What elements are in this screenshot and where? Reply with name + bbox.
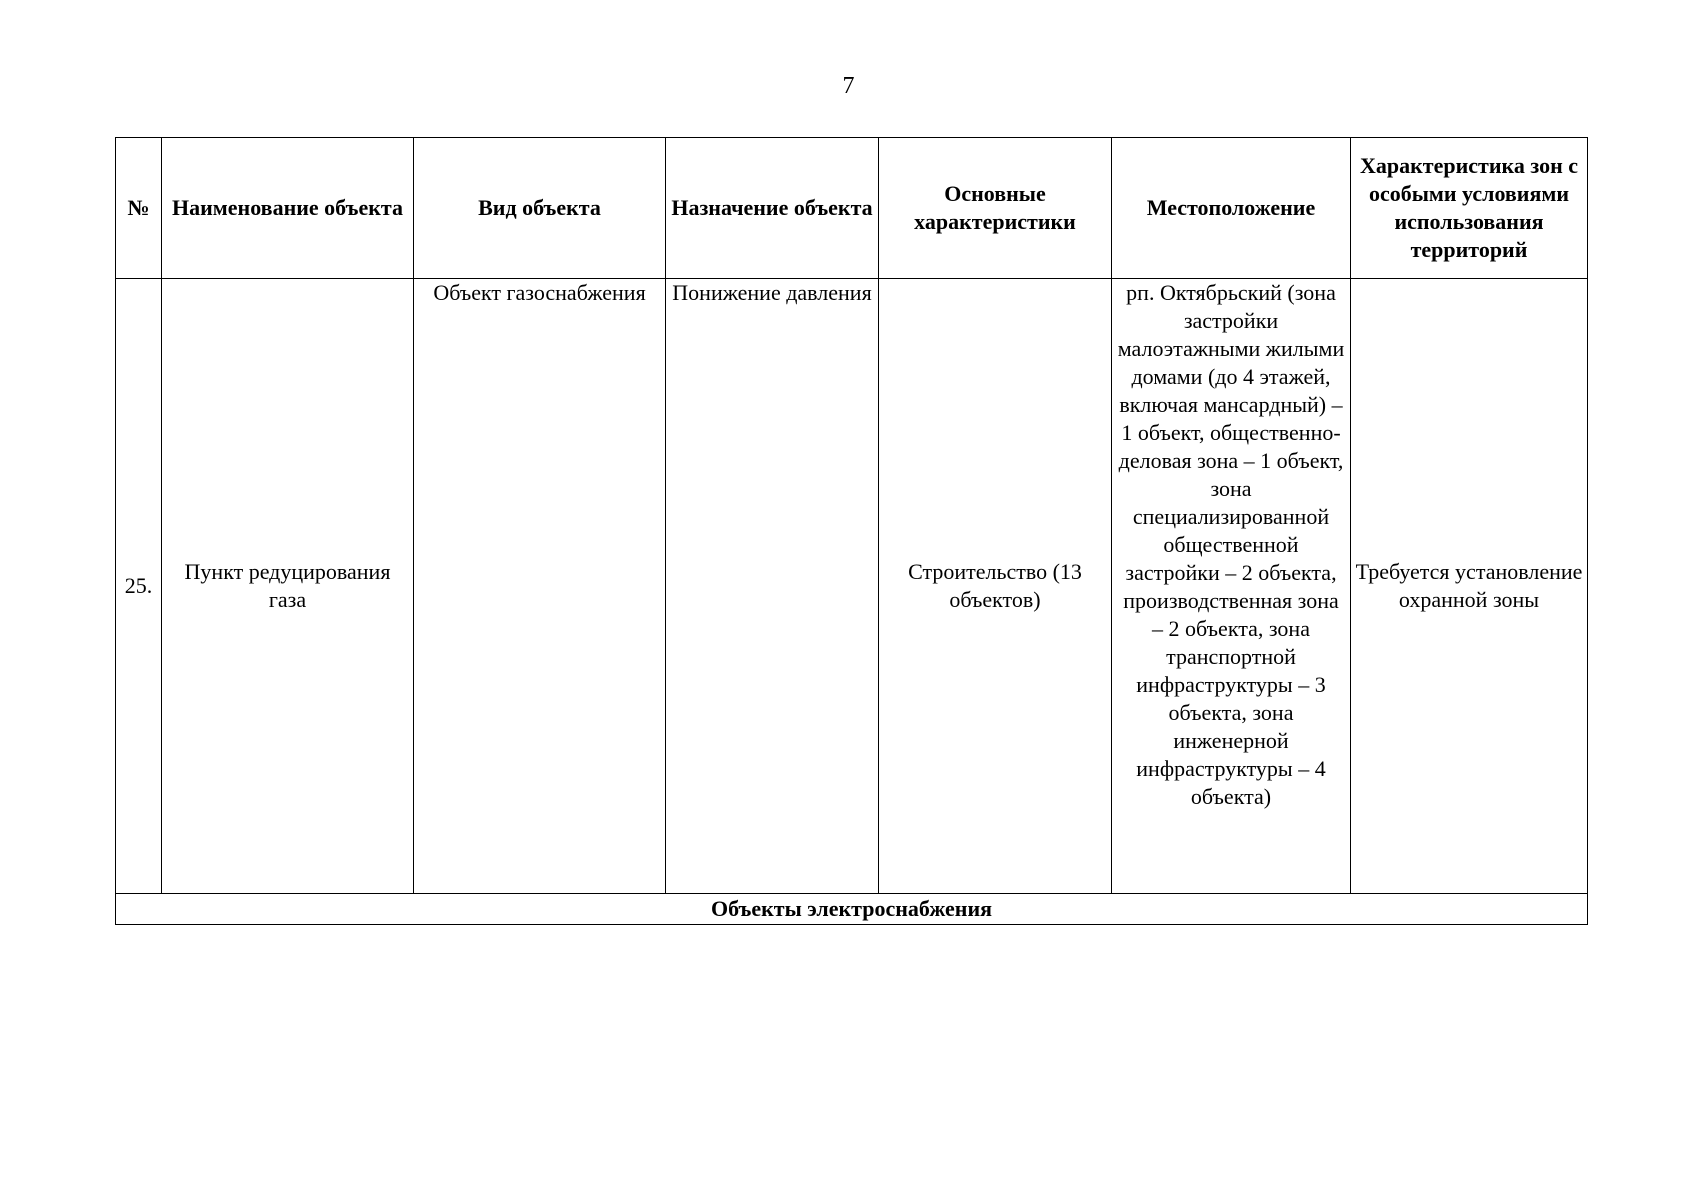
cell-object-purpose: Понижение давления [666,279,879,894]
header-object-name: Наименование объекта [162,138,414,279]
cell-zone-characteristics: Требуется установление охранной зоны [1351,279,1588,894]
cell-object-type: Объект газоснабжения [414,279,666,894]
header-object-purpose: Назначение объекта [666,138,879,279]
cell-main-characteristics: Строительство (13 объектов) [879,279,1112,894]
table-row [116,279,1588,894]
header-main-characteristics: Основные характеристики [879,138,1112,279]
header-number: № [116,138,162,279]
cell-number: 25. [116,279,162,894]
section-title: Объекты электроснабжения [116,894,1588,925]
cell-location: рп. Октябрьский (зона застройки малоэтажными жилыми домами (до 4 этажей, включая мансардный) – 1 объект, общественно-деловая зона – 1 объект, зона специализированной общественной застройки – 2 объекта, производственная зона – 2 объекта, зона транспортной инфраструктуры – 3 объекта, зона инженерной инфраструктуры – 4 объекта) [1112,279,1351,894]
cell-object-name: Пункт редуцирования газа [162,279,414,894]
header-object-type: Вид объекта [414,138,666,279]
header-location: Местоположение [1112,138,1351,279]
page-number: 7 [842,73,855,99]
table-header-row [116,138,1588,279]
objects-table [115,137,1588,925]
header-zone-characteristics: Характеристика зон с особыми условиями использования территорий [1351,138,1588,279]
section-row [116,894,1588,925]
